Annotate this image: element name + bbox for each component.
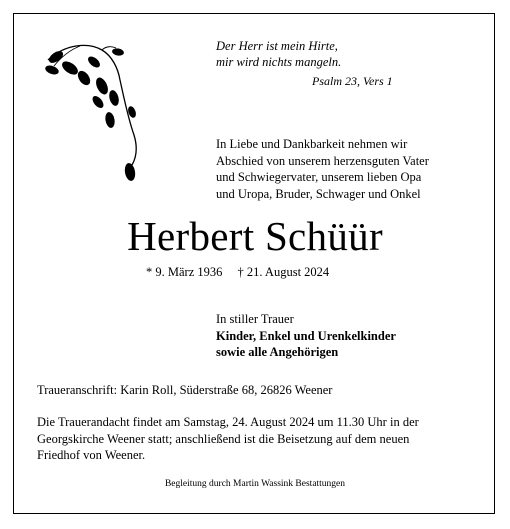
farewell-line: Abschied von unserem herzensguten Vater xyxy=(216,153,429,168)
service-line: Georgskirche Weener statt; anschließend ist die Beisetzung auf dem neuen xyxy=(37,431,410,446)
farewell-text xyxy=(216,136,476,202)
mourners-family: Kinder, Enkel und Urenkelkinder xyxy=(216,328,396,343)
verse-line: Der Herr ist mein Hirte, xyxy=(216,39,338,53)
mourners-relatives: sowie alle Angehörigen xyxy=(216,345,339,359)
farewell-line: und Uropa, Bruder, Schwager und Onkel xyxy=(216,186,421,201)
verse-line: mir wird nichts mangeln. xyxy=(216,55,342,69)
birth-date: * 9. März 1936 xyxy=(146,265,223,279)
service-line: Friedhof von Weener. xyxy=(37,448,146,462)
funeral-home-credit: Begleitung durch Martin Wassink Bestattungen xyxy=(164,479,346,489)
farewell-line: und Schwiegervater, unserem lieben Opa xyxy=(216,170,422,184)
mourning-address: Traueranschrift: Karin Roll, Süderstraße 68, 26826 Weener xyxy=(37,383,333,397)
service-info xyxy=(37,414,477,464)
verse-reference: Psalm 23, Vers 1 xyxy=(312,74,393,88)
mourners-block xyxy=(216,311,396,361)
birch-branch-icon xyxy=(40,40,150,190)
death-date: † 21. August 2024 xyxy=(237,265,330,279)
service-line: Die Trauerandacht findet am Samstag, 24. August 2024 um 11.30 Uhr in der xyxy=(37,415,419,429)
farewell-line: In Liebe und Dankbarkeit nehmen wir xyxy=(216,137,408,151)
deceased-name: Herbert Schüür xyxy=(127,213,383,259)
mourners-intro: In stiller Trauer xyxy=(216,312,294,326)
psalm-verse xyxy=(216,38,341,70)
life-dates xyxy=(146,265,341,280)
